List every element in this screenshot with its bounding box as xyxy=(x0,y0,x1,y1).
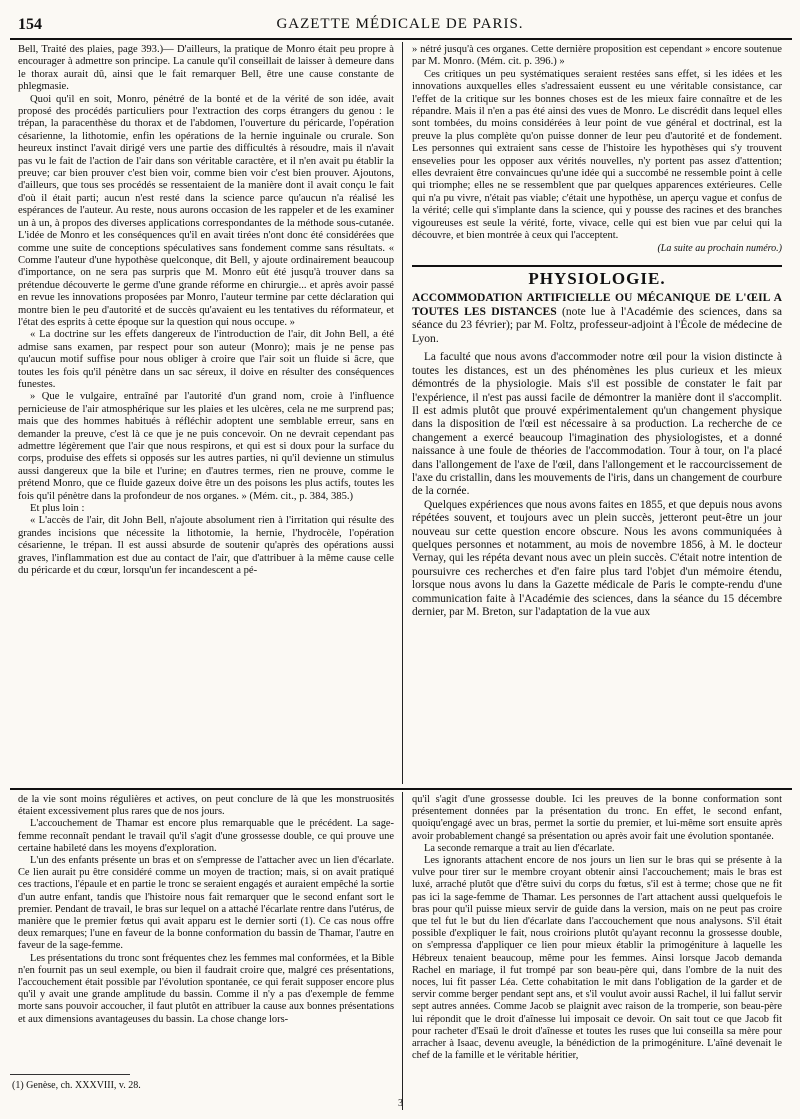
paragraph: Quoi qu'il en soit, Monro, pénétré de la bonté et de la vérité de son idée, avait proposé des procédés particuliers pour l'extraction des corps étrangers du genou : le trépan, la paracenthèse du thorax et de l'abdomen, l'ouverture du péricarde, l'opération césarienne, la lithotomie, enfin les opérations de la hernie inguinale ou crurale. Son heureux instinct l'avait dirigé vers une partie des difficultés à résoudre, mais il n'avait pas vu le fait de l'action de l'air dans son véritable caractère, et il n'en avait pu établir la preuve; car bien prouver c'est bien voir, comme bien voir c'est bien prouver. Ajoutons, d'ailleurs, que tous ses procédés se ressentaient de la manière dont il avait conçu le fait d'où il était parti; aucun n'est resté dans la science parce qu'aucun n'a réalisé les espérances de l'auteur. Au reste, nous aurons occasion de les rappeler et de les examiner un à un, à propos des diverses applications correspondantes de la méthode sous-cutanée. L'idée de Monro et les conséquences qu'il en avait tirées n'ont donc été considérées que comme une suite de conceptions spéculatives sans fondement comme sans résultats. « Comme l'auteur d'une hypothèse quelconque, dit Bell, y ajoute ordinairement beaucoup d'importance, on ne sera pas surpris que M. Monro eût été jusqu'à trouver dans sa prétendue découverte le germe d'une grande réforme en chirurgie... et après avoir passé en revue les innovations proposées par Monro, l'auteur termine par cette déclaration qui montre bien le peu d'autorité et de succès qu'avaient eu les tentatives du réformateur, et l'état des esprits à cette époque sur la question qui nous occupe. » xyxy=(18,93,394,328)
section-rule xyxy=(412,265,782,267)
continuation-note: (La suite au prochain numéro.) xyxy=(657,242,782,254)
section-break-rule xyxy=(10,788,792,790)
article-title: ACCOMMODATION ARTIFICIELLE OU MÉCANIQUE DE L'ŒIL A TOUTES LES DISTANCES xyxy=(412,291,782,318)
right-column xyxy=(412,44,782,619)
paragraph: » nétré jusqu'à ces organes. Cette dernière proposition est cependant » encore soutenue par M. Monro. (Mém. cit. p. 396.) » xyxy=(412,44,782,68)
article-subtitle: (note lue à l'Académie des sciences, dans sa séance du 23 février); par M. Foltz, professeur-adjoint à l'École de médecine de Lyon. xyxy=(412,304,782,345)
paragraph: La faculté que nous avons d'accommoder notre œil pour la vision distincte à toutes les distances, est un des phénomènes les plus curieux et les mieux démontrés de la physiologie. Mais s'il est possible de constater le fait par l'expérience, il n'est pas aussi facile de démontrer la manière dont il s'accomplit. Il est admis plutôt que prouvé expérimentalement qu'un changement physique dans la disposition de l'œil est nécessaire à sa production. La recherche de ce changement a exercé beaucoup l'imagination des physiologistes, et a donné naissance à une foule de théories de l'accommodation. Tour à tour, on l'a placé dans l'allongement de l'axe de l'œil, dans l'allongement et le raccourcissement de l'axe du cristallin, dans les mouvements de l'iris, dans un changement de courbure de la cornée. xyxy=(412,351,782,498)
paragraph: « L'accès de l'air, dit John Bell, n'ajoute absolument rien à l'irritation qui résulte des grandes incisions que nécessite la lithotomie, la hernie, l'hydrocèle, l'opération césarienne, le trépan. Il est aussi absurde de soutenir qu'après des opérations aussi graves, l'inflammation est due au contact de l'air, que d'attribuer à la même cause celle du péricarde et du cœur, lorsqu'un fer incandescent a pé- xyxy=(18,515,394,577)
column-divider xyxy=(402,792,403,1110)
paragraph: Et plus loin : xyxy=(30,503,85,515)
paragraph: L'un des enfants présente un bras et on s'empresse de l'attacher avec un lien d'écarlate. Ce lien aurait pu être considéré comme un moyen de traction; mais, si on avait pratiqué ces tractions, l'épaule et en partie le tronc se seraient engagés et auraient empêché la sortie d'un autre enfant, tandis que l'histoire nous fait remarquer que le second enfant sort le premier. Pendant de travail, le bras sur lequel on a attaché l'écarlate rentre dans l'utérus, de manière que le premier fœtus qui avait apparu est le dernier sorti (1). Ce cas nous offre deux remarques; l'une en faveur de la bonne conformation du bassin de Thamar, l'autre en faveur de la sage-femme. xyxy=(18,855,394,952)
page-header xyxy=(10,14,790,36)
left-column xyxy=(18,44,394,577)
paragraph: « La doctrine sur les effets dangereux de l'introduction de l'air, dit John Bell, a été admise sans examen, par respect pour son auteur (Monro); mais je ne pense pas qu'aucun motif suffise pour nous obliger à croire que l'air soit un fluide si âcre, que toutes les fois qu'il pénètre dans un sac séreux, il doive en résulter des conséquences funestes. xyxy=(18,329,394,390)
paragraph: » Que le vulgaire, entraîné par l'autorité d'un grand nom, croie à l'influence pernicieuse de l'air atmosphérique sur les plaies et les ulcères, cela ne me surprend pas; mais que des hommes habitués à réfléchir adoptent une semblable erreur, sans en demander la preuve, c'est là ce que je ne puis concevoir. On ne devrait cependant pas admettre légèrement que l'air que nous respirons, et qui est si doux pour la surface du corps, produise des effets si opposés sur les autres parties, ni qu'il devienne un stimulus aussi dangereux que la bile et l'urine; en d'autres termes, rien ne prouve, comme le prétend Monro, que ce fluide gazeux doive être un des poisons les plus actifs, toutes les fois qu'il pénètre dans la profondeur de nos organes. » (Mém. cit., p. 384, 385.) xyxy=(18,391,394,502)
paragraph: L'accouchement de Thamar est encore plus remarquable que le précédent. La sage-femme reconnaît pendant le travail qu'il s'agit d'une grossesse double, ce qui prouve une certaine habileté dans les moyens d'exploration. xyxy=(18,818,394,854)
footnote: (1) Genèse, ch. XXXVIII, v. 28. xyxy=(12,1080,141,1091)
header-rule xyxy=(10,38,792,40)
column-divider xyxy=(402,42,403,784)
paragraph: de la vie sont moins régulières et actives, on peut conclure de là que les monstruosités étaient excessivement plus rares que de nos jours. xyxy=(18,794,394,818)
paragraph: Quelques expériences que nous avons faites en 1855, et que depuis nous avons répétées souvent, et toujours avec un plein succès, jetteront peut-être un jour nouveau sur cette question encore obscure. Nous les avons communiquées à quelques personnes et notamment, au mois de novembre 1856, à M. le docteur Vernay, qui les répéta devant nous avec un plein succès. C'était notre intention de poursuivre ces recherches et d'en faire plus tard l'objet d'un mémoire étendu, lorsque nous avons lu dans la Gazette médicale de Paris le compte-rendu d'une communication faite à l'Académie des sciences, dans la séance du 15 décembre dernier, par M. Breton, sur l'adaptation de la vue aux xyxy=(412,498,782,619)
paragraph: Bell, Traité des plaies, page 393.)— D'ailleurs, la pratique de Monro était peu propre à encourager à admettre son principe. La canule qu'il conseillait de laisser à demeure dans le thorax aurait dû, ainsi que le fait remarquer Bell, être une cause constante de phlegmasie. xyxy=(18,44,394,93)
footnote-rule xyxy=(10,1074,130,1075)
section-title: PHYSIOLOGIE. xyxy=(528,268,666,288)
paragraph: qu'il s'agit d'une grossesse double. Ici les preuves de la bonne conformation sont présentement données par la présentation du tronc. En effet, le second enfant, quoiqu'engagé avec un bras, permet la sortie du premier, et lui-même sort ensuite après avoir probablement changé sa présentation ou après avoir fait une évolution spontanée. xyxy=(412,794,782,842)
paragraph: Les ignorants attachent encore de nos jours un lien sur le bras qui se présente à la vulve pour tirer sur le membre croyant obtenir ainsi l'accouchement; mais le bras est luxé, arraché plutôt que d'être suivi du corps du fœtus, s'il est à terme; chose que ne fit pas ici la sage-femme de Thamar. Les personnes de l'art attachent aussi quelquefois le bras pour qu'il puisse mieux servir de guide dans la version, mais on ne peut pas croire que tel fut le but du lien d'écarlate dans l'accouchement que nous analysons. S'il était possible d'expliquer le fait, nous croirions plutôt qu'ayant reconnu la grossesse double, on s'empressa d'appliquer ce lien pour mieux établir la primogéniture à laquelle les Hébreux tenaient beaucoup, même pour les femmes. Ainsi lorsque Jacob demanda Rachel en mariage, il fut trompé par son beau-père qui, dans l'ombre de la nuit des noces, lui fit passer Léa. Cette cohabitation le mit dans l'obligation de la garder et de servir comme berger pendant sept ans, et s'il voulut avoir aussi Rachel, il lui fallut servir sept autres années. Comme Jacob se plaignit avec raison de la tromperie, son beau-père lui répondit que le droit d'aînesse lui imposait ce devoir. On sait tout ce que Jacob fit pour racheter d'Esaü le droit d'aînesse et toutes les ruses que lui conseilla sa mère pour arracher à Isaac, devenu aveugle, la bénédiction de la primogéniture. L'aîné devenait le chef de la famille et le véritable héritier, xyxy=(412,855,782,1062)
page-number: 154 xyxy=(18,16,42,33)
paragraph: Ces critiques un peu systématiques seraient restées sans effet, si les idées et les innovations auxquelles elles s'adressaient eussent eu une véritable consistance, car l'effet de la critique sur les bonnes choses est de les mieux faire connaître et de les répandre. Mais il n'en a pas été ainsi des vues de Monro. Le discrédit dans lequel elles sont tombées, du moins considérées à leur point de vue général et doctrinal, est la preuve la plus complète qu'on puisse donner de leur peu d'autorité et de fondement. Les personnes qui extraient sans cesse de l'histoire les hypothèses qui s'y trouvent ensevelies pour les opposer aux vérités nouvelles, n'y portent pas assez d'attention; elles devraient être convaincues qu'une idée qui a succombé ne ressemble point à celle qui triomphe; elles ne se ressemblent que par quelques apparences extérieures. Celle qui n'a pu vivre, n'était pas viable; c'était une hypothèse, un aperçu vague et confus de la vérité; celle qui s'implante dans la science, qui y pousse des racines et des branches vigoureuses est seule la vérité, forte, vivace, celle qui est bien vue par celui qui la découvre, et bien montrée à ceux qui l'acceptent. xyxy=(412,68,782,242)
paragraph: Les présentations du tronc sont fréquentes chez les femmes mal conformées, et la Bible n'en fournit pas un seul exemple, ou bien il faudrait croire que, malgré ces présentations, l'accouchement était possible par l'évolution spontanée, ce qui ferait supposer encore plus qu'il y avait une grande amplitude du bassin. Comme il n'y a pas d'exemple de femme morte sans pouvoir accoucher, il faut plutôt en attribuer la cause aux bonnes présentations et aux dimensions avantageuses du bassin. La chose change lors- xyxy=(18,952,394,1025)
article-body xyxy=(412,351,782,619)
bottom-left-column xyxy=(18,794,394,1026)
paragraph: La seconde remarque a trait au lien d'écarlate. xyxy=(424,842,615,854)
bottom-right-column xyxy=(412,794,782,1062)
article-header xyxy=(412,291,782,345)
signature-mark: 3 xyxy=(398,1098,403,1109)
journal-title: GAZETTE MÉDICALE DE PARIS. xyxy=(276,16,524,32)
